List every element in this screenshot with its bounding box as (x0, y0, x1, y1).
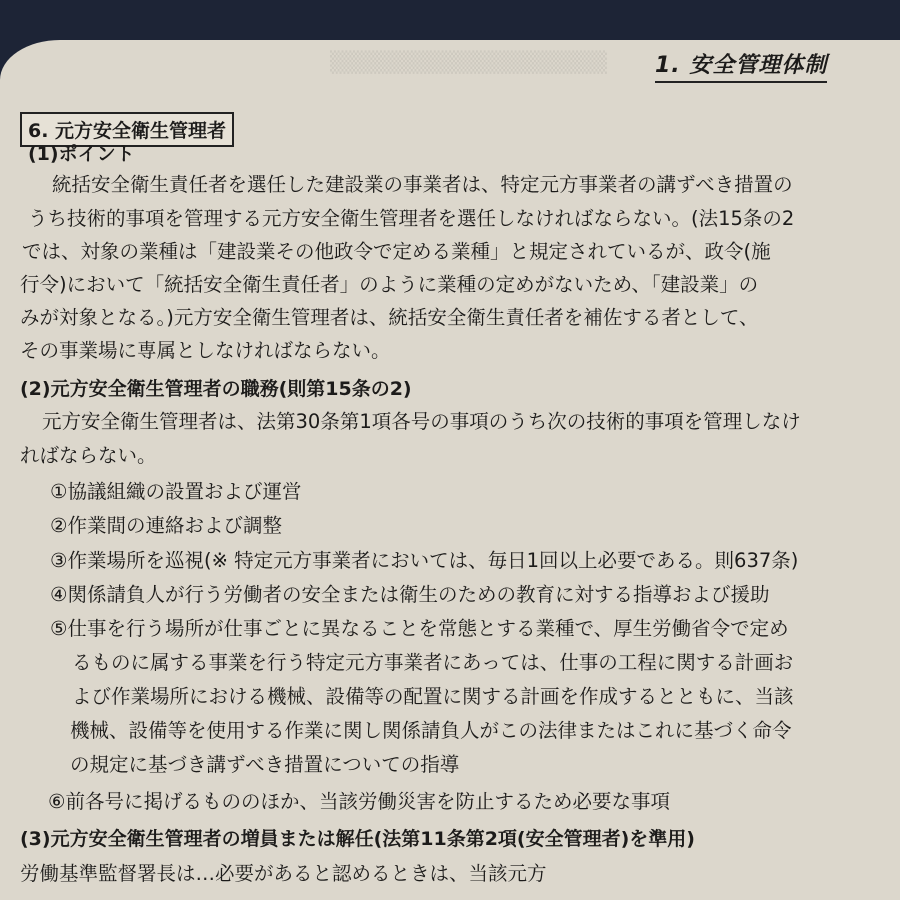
duty-item: よび作業場所における機械、設備等の配置に関する計画を作成するとともに、当該 (72, 685, 794, 708)
point-line: 統括安全衛生責任者を選任した建設業の事業者は、特定元方事業者の講ずべき措置の (52, 173, 793, 196)
increase-heading: (3)元方安全衛生管理者の増員または解任(法第11条第2項(安全管理者)を準用) (20, 828, 695, 850)
point-heading: (1)ポイント (28, 143, 135, 165)
book-page (0, 40, 900, 900)
point-line: みが対象となる。)元方安全衛生管理者は、統括安全衛生責任者を補佐する者として、 (20, 306, 759, 329)
duty-item: ③作業場所を巡視(※ 特定元方事業者においては、毎日1回以上必要である。則637条) (50, 549, 799, 572)
duty-item: ④関係請負人が行う労働者の安全または衛生のための教育に対する指導および援助 (50, 583, 770, 606)
point-line: では、対象の業種は「建設業その他政令で定める業種」と規定されているが、政令(施 (22, 240, 771, 263)
point-line: うち技術的事項を管理する元方安全衛生管理者を選任しなければならない。(法15条の2 (28, 207, 795, 230)
point-line: その事業場に専属としなければならない。 (20, 339, 391, 362)
duties-line: 元方安全衛生管理者は、法第30条第1項各号の事項のうち次の技術的事項を管理しなけ (42, 410, 801, 433)
duties-line: ればならない。 (20, 444, 157, 467)
section-title: 6. 元方安全衛生管理者 (20, 112, 234, 147)
duties-heading: (2)元方安全衛生管理者の職務(則第15条の2) (20, 378, 412, 400)
duty-item: ②作業間の連絡および調整 (50, 514, 282, 537)
duty-item: 機械、設備等を使用する作業に関し関係請負人がこの法律またはこれに基づく命令 (70, 719, 792, 742)
increase-line: 労働基準監督署長は…必要があると認めるときは、当該元方 (20, 862, 547, 885)
duty-item: ⑥前各号に掲げるもののほか、当該労働災害を防止するため必要な事項 (48, 790, 670, 813)
show-through: ▒▒▒▒▒▒▒▒▒▒▒▒▒▒▒▒▒▒ (330, 50, 607, 74)
duty-item: ⑤仕事を行う場所が仕事ごとに異なることを常態とする業種で、厚生労働省令で定め (50, 617, 789, 640)
duty-item: るものに属する事業を行う特定元方事業者にあっては、仕事の工程に関する計画お (72, 651, 794, 674)
chapter-title: 1. 安全管理体制 (655, 48, 827, 83)
point-line: 行令)において「統括安全衛生責任者」のように業種の定めがないため、「建設業」の (20, 273, 759, 296)
duty-item: の規定に基づき講ずべき措置についての指導 (70, 753, 460, 776)
duty-item: ①協議組織の設置および運営 (50, 480, 302, 503)
